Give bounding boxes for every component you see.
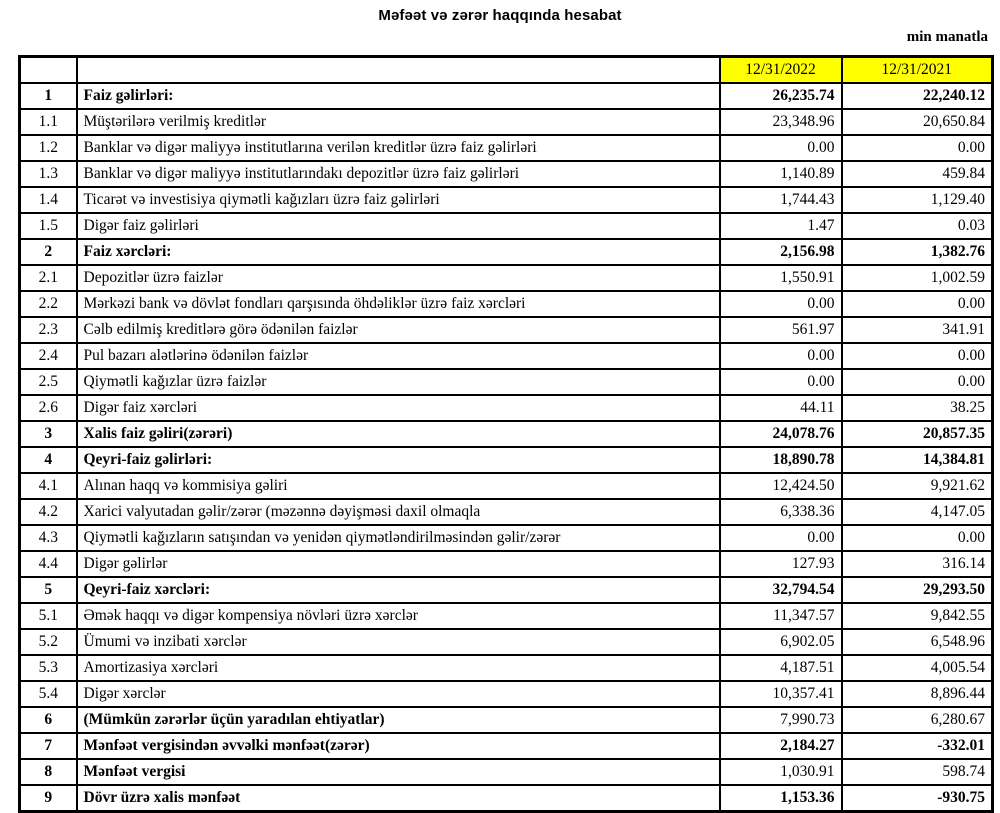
table-row [20, 629, 993, 655]
table-row [20, 655, 993, 681]
value-2022: 7,990.73 [720, 707, 842, 733]
row-number: 1.1 [20, 109, 77, 135]
row-label: Amortizasiya xərcləri [77, 655, 720, 681]
table-row [20, 83, 993, 109]
row-label: Digər xərclər [77, 681, 720, 707]
value-2021: 0.00 [842, 291, 993, 317]
table-row [20, 291, 993, 317]
row-label: Müştərilərə verilmiş kreditlər [77, 109, 720, 135]
value-2022: 32,794.54 [720, 577, 842, 603]
table-row [20, 109, 993, 135]
value-2021: 14,384.81 [842, 447, 993, 473]
value-2021: 22,240.12 [842, 83, 993, 109]
value-2021: 598.74 [842, 759, 993, 785]
row-number: 4 [20, 447, 77, 473]
row-label: Dövr üzrə xalis mənfəət [77, 785, 720, 812]
row-number: 2.3 [20, 317, 77, 343]
row-label: Qeyri-faiz xərcləri: [77, 577, 720, 603]
value-2021: 8,896.44 [842, 681, 993, 707]
value-2022: 24,078.76 [720, 421, 842, 447]
value-2022: 1,153.36 [720, 785, 842, 812]
row-label: (Mümkün zərərlər üçün yaradılan ehtiyatlar) [77, 707, 720, 733]
value-2021: 6,548.96 [842, 629, 993, 655]
row-number: 6 [20, 707, 77, 733]
profit-loss-table [18, 55, 994, 813]
value-2021: -332.01 [842, 733, 993, 759]
header-cell-label [77, 57, 720, 84]
value-2021: 1,382.76 [842, 239, 993, 265]
value-2021: 341.91 [842, 317, 993, 343]
row-number: 2.2 [20, 291, 77, 317]
table-row [20, 759, 993, 785]
value-2022: 44.11 [720, 395, 842, 421]
header-cell-number [20, 57, 77, 84]
value-2022: 12,424.50 [720, 473, 842, 499]
table-row [20, 187, 993, 213]
value-2021: 9,921.62 [842, 473, 993, 499]
value-2021: 0.00 [842, 525, 993, 551]
value-2022: 0.00 [720, 369, 842, 395]
value-2022: 4,187.51 [720, 655, 842, 681]
value-2022: 10,357.41 [720, 681, 842, 707]
table-row [20, 239, 993, 265]
value-2021: -930.75 [842, 785, 993, 812]
row-label: Qiymətli kağızlar üzrə faizlər [77, 369, 720, 395]
row-label: Digər faiz gəlirləri [77, 213, 720, 239]
value-2021: 316.14 [842, 551, 993, 577]
value-2022: 2,184.27 [720, 733, 842, 759]
row-number: 4.2 [20, 499, 77, 525]
page-title: Məfəət və zərər haqqında hesabat [378, 7, 622, 24]
value-2022: 18,890.78 [720, 447, 842, 473]
row-label: Pul bazarı alətlərinə ödənilən faizlər [77, 343, 720, 369]
value-2021: 9,842.55 [842, 603, 993, 629]
value-2022: 1,140.89 [720, 161, 842, 187]
row-number: 7 [20, 733, 77, 759]
value-2022: 0.00 [720, 135, 842, 161]
row-label: Xarici valyutadan gəlir/zərər (məzənnə dəyişməsi daxil olmaqla [77, 499, 720, 525]
row-label: Ticarət və investisiya qiymətli kağızları üzrə faiz gəlirləri [77, 187, 720, 213]
value-2021: 0.00 [842, 369, 993, 395]
row-label: Qeyri-faiz gəlirləri: [77, 447, 720, 473]
table-row [20, 551, 993, 577]
row-label: Faiz gəlirləri: [77, 83, 720, 109]
table-row [20, 447, 993, 473]
value-2022: 0.00 [720, 343, 842, 369]
value-2021: 6,280.67 [842, 707, 993, 733]
table-row [20, 395, 993, 421]
value-2022: 11,347.57 [720, 603, 842, 629]
table-row [20, 681, 993, 707]
value-2022: 0.00 [720, 525, 842, 551]
value-2021: 4,147.05 [842, 499, 993, 525]
value-2021: 1,129.40 [842, 187, 993, 213]
row-label: Mərkəzi bank və dövlət fondları qarşısında öhdəliklər üzrə faiz xərcləri [77, 291, 720, 317]
row-number: 5 [20, 577, 77, 603]
row-number: 5.2 [20, 629, 77, 655]
table-row [20, 577, 993, 603]
value-2022: 26,235.74 [720, 83, 842, 109]
row-number: 9 [20, 785, 77, 812]
row-label: Qiymətli kağızların satışından və yenidən qiymətləndirilməsindən gəlir/zərər [77, 525, 720, 551]
table-row [20, 473, 993, 499]
table-row [20, 421, 993, 447]
row-label: Digər faiz xərcləri [77, 395, 720, 421]
row-label: Banklar və digər maliyyə institutlarındakı depozitlər üzrə faiz gəlirləri [77, 161, 720, 187]
row-number: 1.3 [20, 161, 77, 187]
table-row [20, 343, 993, 369]
row-label: Xalis faiz gəliri(zərəri) [77, 421, 720, 447]
row-number: 2.5 [20, 369, 77, 395]
value-2022: 23,348.96 [720, 109, 842, 135]
row-number: 2.1 [20, 265, 77, 291]
row-label: Cəlb edilmiş kreditlərə görə ödənilən faizlər [77, 317, 720, 343]
table-row [20, 317, 993, 343]
table-row [20, 499, 993, 525]
row-label: Əmək haqqı və digər kompensiya növləri üzrə xərclər [77, 603, 720, 629]
value-2021: 29,293.50 [842, 577, 993, 603]
table-row [20, 369, 993, 395]
row-label: Banklar və digər maliyyə institutlarına verilən kreditlər üzrə faiz gəlirləri [77, 135, 720, 161]
table-row [20, 733, 993, 759]
row-label: Depozitlər üzrə faizlər [77, 265, 720, 291]
table-row [20, 707, 993, 733]
unit-note: min manatla [906, 29, 988, 45]
value-2022: 1,030.91 [720, 759, 842, 785]
table-row [20, 525, 993, 551]
row-label: Mənfəət vergisi [77, 759, 720, 785]
table-row [20, 135, 993, 161]
row-number: 1.2 [20, 135, 77, 161]
row-number: 5.4 [20, 681, 77, 707]
value-2022: 1,550.91 [720, 265, 842, 291]
table-row [20, 213, 993, 239]
value-2021: 0.03 [842, 213, 993, 239]
value-2021: 459.84 [842, 161, 993, 187]
row-label: Digər gəlirlər [77, 551, 720, 577]
row-number: 3 [20, 421, 77, 447]
row-number: 2 [20, 239, 77, 265]
value-2022: 561.97 [720, 317, 842, 343]
value-2021: 20,650.84 [842, 109, 993, 135]
value-2022: 2,156.98 [720, 239, 842, 265]
value-2021: 20,857.35 [842, 421, 993, 447]
table-row [20, 265, 993, 291]
row-number: 2.6 [20, 395, 77, 421]
row-number: 8 [20, 759, 77, 785]
row-number: 1.4 [20, 187, 77, 213]
value-2022: 127.93 [720, 551, 842, 577]
value-2022: 6,338.36 [720, 499, 842, 525]
row-number: 1.5 [20, 213, 77, 239]
header-cell-2021: 12/31/2021 [842, 57, 993, 84]
row-number: 5.1 [20, 603, 77, 629]
row-label: Faiz xərcləri: [77, 239, 720, 265]
table-row [20, 785, 993, 812]
row-number: 1 [20, 83, 77, 109]
row-label: Ümumi və inzibati xərclər [77, 629, 720, 655]
value-2021: 0.00 [842, 343, 993, 369]
row-number: 2.4 [20, 343, 77, 369]
value-2021: 38.25 [842, 395, 993, 421]
value-2022: 0.00 [720, 291, 842, 317]
row-label: Mənfəət vergisindən əvvəlki mənfəət(zərər) [77, 733, 720, 759]
value-2021: 1,002.59 [842, 265, 993, 291]
row-number: 4.4 [20, 551, 77, 577]
value-2022: 6,902.05 [720, 629, 842, 655]
table-row [20, 603, 993, 629]
value-2022: 1,744.43 [720, 187, 842, 213]
table-body [20, 83, 993, 812]
value-2021: 4,005.54 [842, 655, 993, 681]
value-2022: 1.47 [720, 213, 842, 239]
header-cell-2022: 12/31/2022 [720, 57, 842, 84]
table-row [20, 161, 993, 187]
row-label: Alınan haqq və kommisiya gəliri [77, 473, 720, 499]
row-number: 4.3 [20, 525, 77, 551]
table-header-row [20, 57, 993, 84]
value-2021: 0.00 [842, 135, 993, 161]
row-number: 5.3 [20, 655, 77, 681]
row-number: 4.1 [20, 473, 77, 499]
